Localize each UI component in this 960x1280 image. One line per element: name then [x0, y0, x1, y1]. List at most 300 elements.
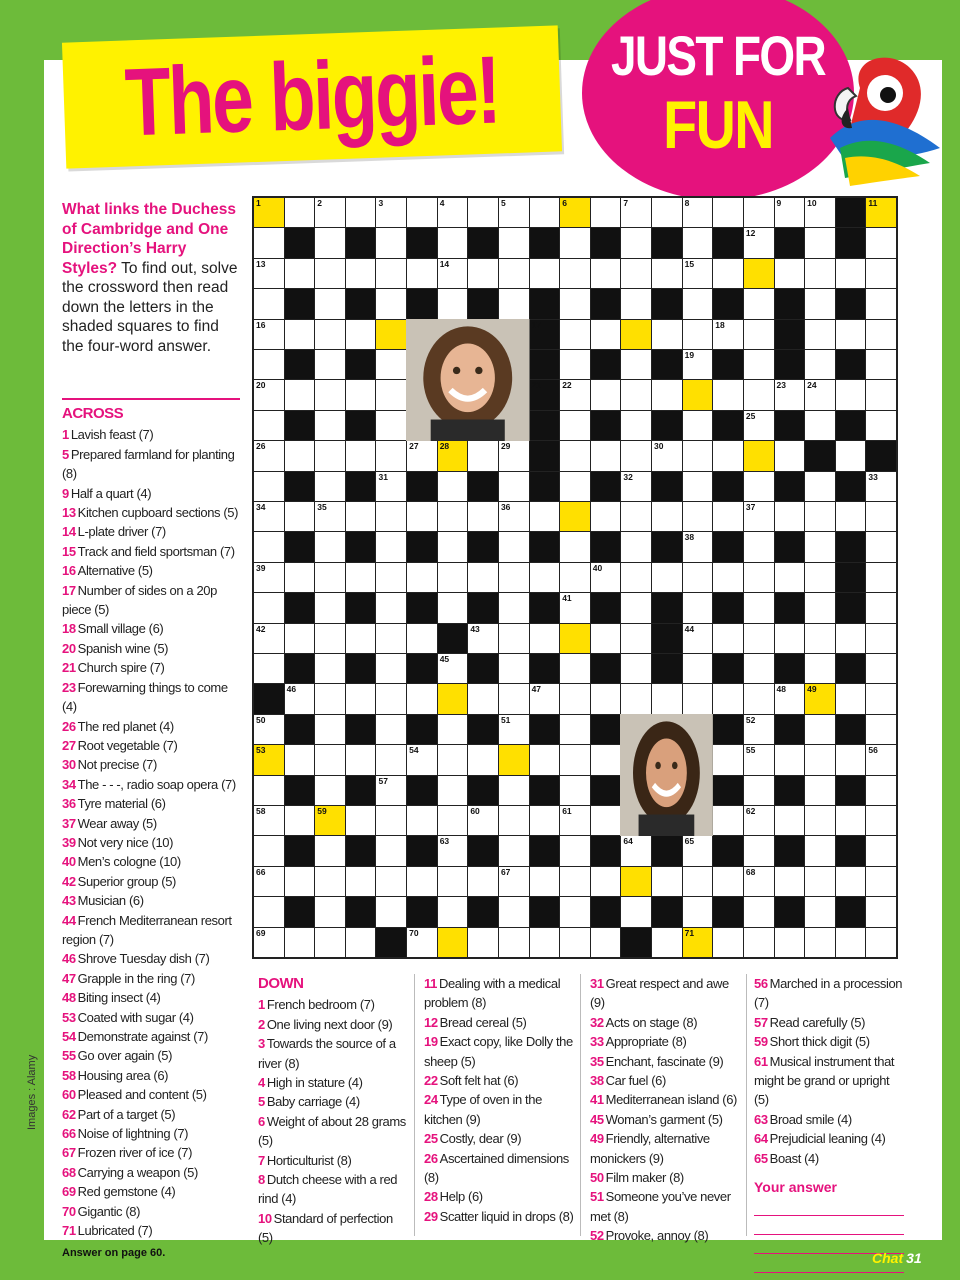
- grid-cell[interactable]: [345, 440, 377, 471]
- grid-cell[interactable]: [437, 714, 469, 745]
- grid-cell[interactable]: [620, 531, 652, 562]
- grid-cell[interactable]: [774, 197, 806, 228]
- grid-cell[interactable]: [284, 501, 316, 532]
- grid-cell[interactable]: [498, 288, 530, 319]
- grid-cell[interactable]: [743, 288, 775, 319]
- grid-cell[interactable]: [804, 896, 836, 927]
- grid-cell[interactable]: [865, 653, 897, 684]
- grid-cell[interactable]: [375, 349, 407, 380]
- grid-cell[interactable]: [437, 562, 469, 593]
- grid-cell[interactable]: [314, 927, 346, 958]
- grid-cell[interactable]: [498, 227, 530, 258]
- grid-cell[interactable]: [375, 714, 407, 745]
- grid-cell[interactable]: [498, 805, 530, 836]
- grid-cell[interactable]: [743, 410, 775, 441]
- grid-cell[interactable]: [253, 440, 285, 471]
- grid-cell[interactable]: [345, 744, 377, 775]
- grid-cell[interactable]: [314, 471, 346, 502]
- grid-cell[interactable]: [559, 319, 591, 350]
- grid-cell[interactable]: [743, 471, 775, 502]
- grid-cell[interactable]: [375, 775, 407, 806]
- grid-cell[interactable]: [559, 562, 591, 593]
- grid-cell[interactable]: [559, 744, 591, 775]
- grid-cell[interactable]: [774, 562, 806, 593]
- grid-cell[interactable]: [804, 258, 836, 289]
- grid-cell[interactable]: [743, 835, 775, 866]
- grid-cell[interactable]: [559, 592, 591, 623]
- grid-cell[interactable]: [375, 531, 407, 562]
- grid-cell[interactable]: [743, 866, 775, 897]
- grid-cell[interactable]: [284, 319, 316, 350]
- grid-cell[interactable]: [253, 623, 285, 654]
- grid-cell[interactable]: [559, 288, 591, 319]
- grid-cell[interactable]: [314, 744, 346, 775]
- grid-cell[interactable]: [314, 258, 346, 289]
- grid-cell[interactable]: [620, 683, 652, 714]
- grid-cell[interactable]: [804, 501, 836, 532]
- grid-cell[interactable]: [498, 592, 530, 623]
- grid-cell[interactable]: [743, 744, 775, 775]
- grid-cell[interactable]: [865, 410, 897, 441]
- grid-cell[interactable]: [712, 379, 744, 410]
- grid-cell[interactable]: [498, 258, 530, 289]
- grid-cell[interactable]: [498, 775, 530, 806]
- grid-cell[interactable]: [437, 592, 469, 623]
- grid-cell[interactable]: [743, 896, 775, 927]
- grid-cell[interactable]: [865, 562, 897, 593]
- grid-cell[interactable]: [682, 440, 714, 471]
- grid-cell[interactable]: [682, 653, 714, 684]
- grid-cell[interactable]: [651, 866, 683, 897]
- grid-cell[interactable]: [743, 440, 775, 471]
- grid-cell[interactable]: [651, 683, 683, 714]
- grid-cell[interactable]: [835, 744, 867, 775]
- grid-cell[interactable]: [774, 927, 806, 958]
- grid-cell[interactable]: [559, 775, 591, 806]
- grid-cell[interactable]: [774, 440, 806, 471]
- grid-cell[interactable]: [865, 866, 897, 897]
- grid-cell[interactable]: [590, 744, 622, 775]
- grid-cell[interactable]: [804, 775, 836, 806]
- grid-cell[interactable]: [620, 562, 652, 593]
- grid-cell[interactable]: [712, 440, 744, 471]
- grid-cell[interactable]: [774, 744, 806, 775]
- grid-cell[interactable]: [529, 562, 561, 593]
- grid-cell[interactable]: [314, 197, 346, 228]
- grid-cell[interactable]: [253, 410, 285, 441]
- grid-cell[interactable]: [467, 197, 499, 228]
- grid-cell[interactable]: [345, 501, 377, 532]
- grid-cell[interactable]: [529, 927, 561, 958]
- grid-cell[interactable]: [743, 683, 775, 714]
- grid-cell[interactable]: [498, 440, 530, 471]
- grid-cell[interactable]: [651, 927, 683, 958]
- grid-cell[interactable]: [467, 683, 499, 714]
- grid-cell[interactable]: [620, 258, 652, 289]
- grid-cell[interactable]: [712, 501, 744, 532]
- grid-cell[interactable]: [314, 531, 346, 562]
- grid-cell[interactable]: [651, 197, 683, 228]
- grid-cell[interactable]: [314, 653, 346, 684]
- grid-cell[interactable]: [620, 227, 652, 258]
- grid-cell[interactable]: [467, 258, 499, 289]
- grid-cell[interactable]: [590, 258, 622, 289]
- grid-cell[interactable]: [437, 288, 469, 319]
- grid-cell[interactable]: [682, 288, 714, 319]
- grid-cell[interactable]: [865, 288, 897, 319]
- grid-cell[interactable]: [743, 379, 775, 410]
- grid-cell[interactable]: [559, 258, 591, 289]
- grid-cell[interactable]: [682, 835, 714, 866]
- grid-cell[interactable]: [804, 866, 836, 897]
- grid-cell[interactable]: [314, 319, 346, 350]
- grid-cell[interactable]: [682, 592, 714, 623]
- grid-cell[interactable]: [314, 835, 346, 866]
- grid-cell[interactable]: [406, 927, 438, 958]
- grid-cell[interactable]: [682, 501, 714, 532]
- grid-cell[interactable]: [253, 562, 285, 593]
- grid-cell[interactable]: [498, 531, 530, 562]
- grid-cell[interactable]: [865, 197, 897, 228]
- grid-cell[interactable]: [835, 258, 867, 289]
- grid-cell[interactable]: [651, 319, 683, 350]
- grid-cell[interactable]: [253, 197, 285, 228]
- grid-cell[interactable]: [774, 683, 806, 714]
- grid-cell[interactable]: [712, 562, 744, 593]
- grid-cell[interactable]: [804, 379, 836, 410]
- grid-cell[interactable]: [253, 349, 285, 380]
- grid-cell[interactable]: [253, 288, 285, 319]
- grid-cell[interactable]: [314, 501, 346, 532]
- grid-cell[interactable]: [375, 379, 407, 410]
- grid-cell[interactable]: [314, 714, 346, 745]
- grid-cell[interactable]: [529, 258, 561, 289]
- grid-cell[interactable]: [345, 683, 377, 714]
- grid-cell[interactable]: [406, 744, 438, 775]
- grid-cell[interactable]: [253, 379, 285, 410]
- grid-cell[interactable]: [375, 562, 407, 593]
- grid-cell[interactable]: [375, 471, 407, 502]
- grid-cell[interactable]: [375, 653, 407, 684]
- grid-cell[interactable]: [437, 683, 469, 714]
- grid-cell[interactable]: [620, 349, 652, 380]
- grid-cell[interactable]: [682, 866, 714, 897]
- grid-cell[interactable]: [835, 683, 867, 714]
- grid-cell[interactable]: [743, 562, 775, 593]
- grid-cell[interactable]: [559, 866, 591, 897]
- grid-cell[interactable]: [314, 896, 346, 927]
- grid-cell[interactable]: [498, 744, 530, 775]
- grid-cell[interactable]: [774, 805, 806, 836]
- grid-cell[interactable]: [375, 501, 407, 532]
- grid-cell[interactable]: [743, 775, 775, 806]
- grid-cell[interactable]: [375, 896, 407, 927]
- grid-cell[interactable]: [345, 562, 377, 593]
- grid-cell[interactable]: [467, 866, 499, 897]
- grid-cell[interactable]: [314, 349, 346, 380]
- grid-cell[interactable]: [865, 227, 897, 258]
- grid-cell[interactable]: [284, 258, 316, 289]
- grid-cell[interactable]: [835, 805, 867, 836]
- grid-cell[interactable]: [375, 258, 407, 289]
- grid-cell[interactable]: [253, 775, 285, 806]
- grid-cell[interactable]: [774, 501, 806, 532]
- grid-cell[interactable]: [620, 623, 652, 654]
- grid-cell[interactable]: [498, 866, 530, 897]
- grid-cell[interactable]: [590, 501, 622, 532]
- grid-cell[interactable]: [590, 197, 622, 228]
- grid-cell[interactable]: [253, 258, 285, 289]
- grid-cell[interactable]: [314, 227, 346, 258]
- grid-cell[interactable]: [620, 592, 652, 623]
- grid-cell[interactable]: [314, 562, 346, 593]
- grid-cell[interactable]: [437, 471, 469, 502]
- grid-cell[interactable]: [712, 927, 744, 958]
- grid-cell[interactable]: [314, 592, 346, 623]
- grid-cell[interactable]: [682, 410, 714, 441]
- grid-cell[interactable]: [559, 410, 591, 441]
- grid-cell[interactable]: [559, 683, 591, 714]
- grid-cell[interactable]: [437, 653, 469, 684]
- grid-cell[interactable]: [804, 227, 836, 258]
- grid-cell[interactable]: [620, 653, 652, 684]
- grid-cell[interactable]: [620, 835, 652, 866]
- grid-cell[interactable]: [437, 775, 469, 806]
- grid-cell[interactable]: [467, 501, 499, 532]
- grid-cell[interactable]: [743, 805, 775, 836]
- grid-cell[interactable]: [804, 714, 836, 745]
- grid-cell[interactable]: [406, 562, 438, 593]
- grid-cell[interactable]: [559, 896, 591, 927]
- grid-cell[interactable]: [865, 501, 897, 532]
- grid-cell[interactable]: [743, 714, 775, 745]
- grid-cell[interactable]: [651, 562, 683, 593]
- grid-cell[interactable]: [467, 562, 499, 593]
- grid-cell[interactable]: [498, 835, 530, 866]
- grid-cell[interactable]: [682, 471, 714, 502]
- grid-cell[interactable]: [375, 835, 407, 866]
- grid-cell[interactable]: [253, 927, 285, 958]
- grid-cell[interactable]: [375, 440, 407, 471]
- grid-cell[interactable]: [375, 683, 407, 714]
- grid-cell[interactable]: [590, 805, 622, 836]
- grid-cell[interactable]: [620, 197, 652, 228]
- grid-cell[interactable]: [620, 501, 652, 532]
- grid-cell[interactable]: [620, 379, 652, 410]
- grid-cell[interactable]: [498, 683, 530, 714]
- grid-cell[interactable]: [865, 775, 897, 806]
- grid-cell[interactable]: [437, 531, 469, 562]
- grid-cell[interactable]: [467, 805, 499, 836]
- grid-cell[interactable]: [498, 471, 530, 502]
- grid-cell[interactable]: [712, 623, 744, 654]
- grid-cell[interactable]: [437, 805, 469, 836]
- grid-cell[interactable]: [590, 927, 622, 958]
- grid-cell[interactable]: [804, 623, 836, 654]
- grid-cell[interactable]: [682, 531, 714, 562]
- grid-cell[interactable]: [682, 896, 714, 927]
- grid-cell[interactable]: [804, 744, 836, 775]
- grid-cell[interactable]: [284, 805, 316, 836]
- grid-cell[interactable]: [253, 531, 285, 562]
- grid-cell[interactable]: [835, 927, 867, 958]
- grid-cell[interactable]: [498, 562, 530, 593]
- grid-cell[interactable]: [345, 379, 377, 410]
- grid-cell[interactable]: [835, 379, 867, 410]
- grid-cell[interactable]: [253, 653, 285, 684]
- grid-cell[interactable]: [498, 197, 530, 228]
- answer-line[interactable]: [754, 1234, 904, 1235]
- grid-cell[interactable]: [559, 440, 591, 471]
- grid-cell[interactable]: [774, 623, 806, 654]
- grid-cell[interactable]: [559, 835, 591, 866]
- grid-cell[interactable]: [529, 197, 561, 228]
- grid-cell[interactable]: [437, 927, 469, 958]
- grid-cell[interactable]: [498, 501, 530, 532]
- grid-cell[interactable]: [345, 927, 377, 958]
- grid-cell[interactable]: [284, 440, 316, 471]
- grid-cell[interactable]: [590, 683, 622, 714]
- grid-cell[interactable]: [590, 562, 622, 593]
- grid-cell[interactable]: [835, 623, 867, 654]
- grid-cell[interactable]: [682, 379, 714, 410]
- grid-cell[interactable]: [682, 319, 714, 350]
- grid-cell[interactable]: [498, 623, 530, 654]
- grid-cell[interactable]: [651, 501, 683, 532]
- grid-cell[interactable]: [682, 927, 714, 958]
- grid-cell[interactable]: [559, 471, 591, 502]
- grid-cell[interactable]: [865, 379, 897, 410]
- grid-cell[interactable]: [865, 896, 897, 927]
- grid-cell[interactable]: [743, 227, 775, 258]
- grid-cell[interactable]: [865, 835, 897, 866]
- grid-cell[interactable]: [375, 866, 407, 897]
- grid-cell[interactable]: [375, 623, 407, 654]
- grid-cell[interactable]: [804, 471, 836, 502]
- grid-cell[interactable]: [804, 349, 836, 380]
- grid-cell[interactable]: [345, 805, 377, 836]
- grid-cell[interactable]: [314, 805, 346, 836]
- grid-cell[interactable]: [253, 835, 285, 866]
- grid-cell[interactable]: [620, 866, 652, 897]
- grid-cell[interactable]: [529, 866, 561, 897]
- grid-cell[interactable]: [253, 714, 285, 745]
- grid-cell[interactable]: [375, 288, 407, 319]
- grid-cell[interactable]: [590, 440, 622, 471]
- grid-cell[interactable]: [712, 319, 744, 350]
- grid-cell[interactable]: [314, 440, 346, 471]
- grid-cell[interactable]: [529, 805, 561, 836]
- grid-cell[interactable]: [682, 683, 714, 714]
- grid-cell[interactable]: [559, 531, 591, 562]
- grid-cell[interactable]: [804, 410, 836, 441]
- grid-cell[interactable]: [406, 623, 438, 654]
- grid-cell[interactable]: [651, 440, 683, 471]
- grid-cell[interactable]: [620, 440, 652, 471]
- grid-cell[interactable]: [590, 623, 622, 654]
- grid-cell[interactable]: [620, 288, 652, 319]
- grid-cell[interactable]: [375, 592, 407, 623]
- grid-cell[interactable]: [774, 258, 806, 289]
- grid-cell[interactable]: [682, 197, 714, 228]
- grid-cell[interactable]: [559, 379, 591, 410]
- grid-cell[interactable]: [314, 866, 346, 897]
- grid-cell[interactable]: [620, 410, 652, 441]
- grid-cell[interactable]: [284, 623, 316, 654]
- grid-cell[interactable]: [559, 805, 591, 836]
- grid-cell[interactable]: [498, 653, 530, 684]
- grid-cell[interactable]: [284, 562, 316, 593]
- grid-cell[interactable]: [743, 653, 775, 684]
- grid-cell[interactable]: [406, 805, 438, 836]
- grid-cell[interactable]: [620, 896, 652, 927]
- grid-cell[interactable]: [804, 531, 836, 562]
- grid-cell[interactable]: [865, 258, 897, 289]
- grid-cell[interactable]: [559, 349, 591, 380]
- grid-cell[interactable]: [345, 319, 377, 350]
- grid-cell[interactable]: [620, 319, 652, 350]
- grid-cell[interactable]: [865, 744, 897, 775]
- grid-cell[interactable]: [284, 197, 316, 228]
- grid-cell[interactable]: [559, 714, 591, 745]
- grid-cell[interactable]: [804, 562, 836, 593]
- grid-cell[interactable]: [804, 653, 836, 684]
- grid-cell[interactable]: [437, 835, 469, 866]
- grid-cell[interactable]: [804, 835, 836, 866]
- grid-cell[interactable]: [865, 927, 897, 958]
- grid-cell[interactable]: [590, 866, 622, 897]
- grid-cell[interactable]: [345, 197, 377, 228]
- grid-cell[interactable]: [498, 714, 530, 745]
- grid-cell[interactable]: [559, 653, 591, 684]
- grid-cell[interactable]: [253, 471, 285, 502]
- grid-cell[interactable]: [375, 319, 407, 350]
- grid-cell[interactable]: [467, 440, 499, 471]
- grid-cell[interactable]: [314, 410, 346, 441]
- grid-cell[interactable]: [314, 623, 346, 654]
- grid-cell[interactable]: [253, 805, 285, 836]
- grid-cell[interactable]: [865, 471, 897, 502]
- grid-cell[interactable]: [590, 379, 622, 410]
- grid-cell[interactable]: [804, 683, 836, 714]
- grid-cell[interactable]: [743, 592, 775, 623]
- grid-cell[interactable]: [437, 440, 469, 471]
- grid-cell[interactable]: [590, 319, 622, 350]
- grid-cell[interactable]: [253, 744, 285, 775]
- grid-cell[interactable]: [835, 501, 867, 532]
- grid-cell[interactable]: [774, 379, 806, 410]
- grid-cell[interactable]: [835, 319, 867, 350]
- grid-cell[interactable]: [284, 379, 316, 410]
- grid-cell[interactable]: [498, 927, 530, 958]
- grid-cell[interactable]: [651, 379, 683, 410]
- grid-cell[interactable]: [682, 562, 714, 593]
- grid-cell[interactable]: [529, 683, 561, 714]
- grid-cell[interactable]: [620, 471, 652, 502]
- grid-cell[interactable]: [835, 866, 867, 897]
- grid-cell[interactable]: [406, 501, 438, 532]
- grid-cell[interactable]: [835, 440, 867, 471]
- grid-cell[interactable]: [529, 623, 561, 654]
- grid-cell[interactable]: [437, 197, 469, 228]
- grid-cell[interactable]: [345, 623, 377, 654]
- grid-cell[interactable]: [437, 258, 469, 289]
- grid-cell[interactable]: [467, 623, 499, 654]
- grid-cell[interactable]: [559, 501, 591, 532]
- grid-cell[interactable]: [682, 258, 714, 289]
- grid-cell[interactable]: [406, 866, 438, 897]
- grid-cell[interactable]: [406, 440, 438, 471]
